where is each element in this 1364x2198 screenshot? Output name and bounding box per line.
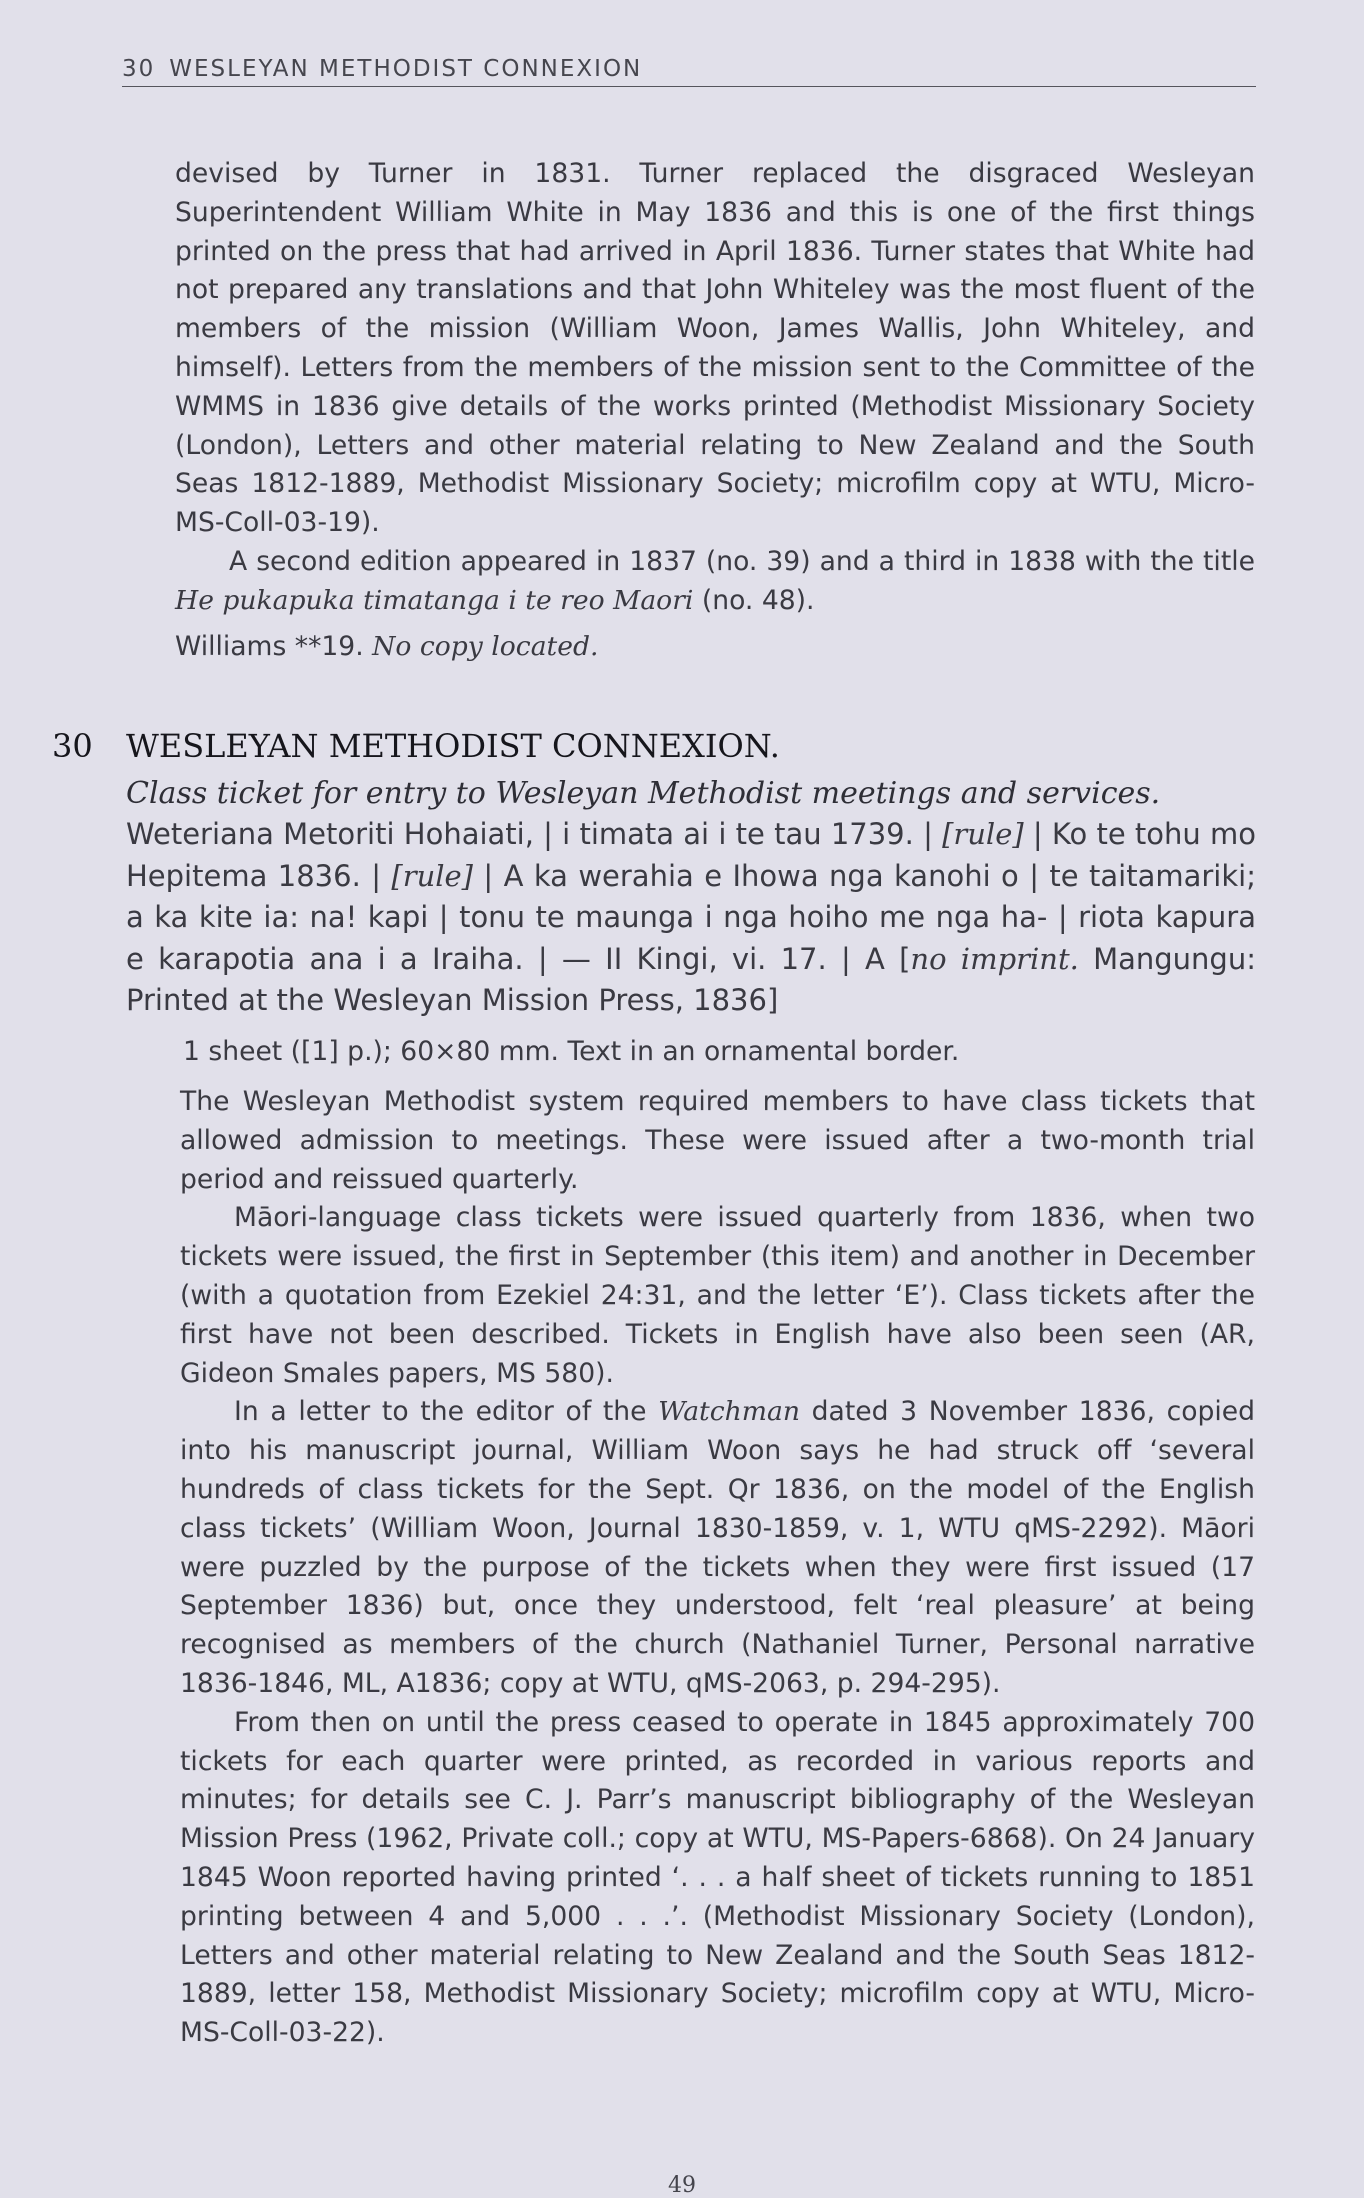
notes-paragraph: Māori-language class tickets were issued quarterly from 1836, when two tickets were issued, the first in September (this item) and another in December (with a quotation from Ezekiel 24:31, and the letter ‘E’). Class tickets after the first have not been described. Tickets in English have also been seen (AR, Gideon Smales papers, MS 580). bbox=[180, 1202, 1255, 1389]
running-head-page-number: 30 bbox=[122, 56, 156, 82]
notes-paragraph: The Wesleyan Methodist system required members to have class tickets that allowed admission to meetings. These were issued after a two-month trial period and reissued quarterly. bbox=[180, 1086, 1255, 1195]
previous-entry-notes bbox=[175, 155, 1255, 666]
no-copy-note: No copy located. bbox=[372, 630, 599, 662]
notes-text: dated 3 November 1836, copied into his manuscript journal, William Woon says he had struck off ‘several hundreds of class tickets for the Sept. Qr 1836, on the model of the English class tickets’ (William Woon, Journal 1830-1859, v. 1, WTU qMS-2292). Māori were puzzled by the purpose of the tickets when they were first issued (17 September 1836) but, once they understood, felt ‘real pleasure’ at being recognised as members of the church (Nathaniel Turner, Personal narrative 1836-1846, ML, A1836; copy at WTU, qMS-2063, p. 294-295). bbox=[180, 1396, 1255, 1699]
watchman-title-italic: Watchman bbox=[658, 1396, 800, 1428]
williams-reference bbox=[175, 628, 1255, 667]
notes-text: In a letter to the editor of the bbox=[234, 1396, 659, 1428]
entry-number: 30 bbox=[52, 727, 93, 765]
editions-text-suffix: (no. 48). bbox=[693, 584, 815, 616]
rule-marker: [rule] bbox=[391, 858, 473, 893]
physical-description-block bbox=[183, 1033, 1255, 1072]
ticket-transcription bbox=[126, 814, 1256, 1022]
notes-paragraph: From then on until the press ceased to operate in 1845 approximately 700 tickets for each quarter were printed, as recorded in various reports and minutes; for details see C. J. Parr’s manuscript bibliography of the Wesleyan Mission Press (1962, Private coll.; copy at WTU, MS-Papers-6868). On 24 January 1845 Woon reported having printed ‘. . . a half sheet of tickets running to 1851 printing between 4 and 5,000 . . .’. (Methodist Missionary Society (London), Letters and other material relating to New Zealand and the South Seas 1812-1889, letter 158, Methodist Missionary Society; microfilm copy at WTU, Micro-MS-Coll-03-22). bbox=[180, 1706, 1255, 2049]
transcription-part: Mangungu: Printed at the Wesleyan Mission Press, 1836] bbox=[126, 941, 1256, 1017]
williams-ref-text: Williams **19. bbox=[175, 630, 364, 662]
transcription-part: Weteriana Metoriti Hohaiati, | i timata ai i te tau 1739. | bbox=[126, 817, 943, 851]
entry-heading-text: WESLEYAN METHODIST CONNEXION. bbox=[126, 727, 780, 765]
running-head bbox=[122, 56, 642, 82]
transcription-part: | Ko te tohu mo Hepitema 1836. | bbox=[126, 817, 1256, 893]
running-head-rule bbox=[122, 86, 1256, 87]
entry-notes bbox=[180, 1083, 1255, 2053]
previous-entry-editions-paragraph bbox=[175, 543, 1255, 621]
previous-entry-paragraph: devised by Turner in 1831. Turner replaced the disgraced Wesleyan Superintendent William White in May 1836 and this is one of the first things printed on the press that had arrived in April 1836. Turner states that White had not prepared any translations and that John Whiteley was the most fluent of the members of the mission (William Woon, James Wallis, John Whiteley, and himself). Letters from the members of the mission sent to the Committee of the WMMS in 1836 give details of the works printed (Methodist Missionary Society (London), Letters and other material relating to New Zealand and the South Seas 1812-1889, Methodist Missionary Society; microfilm copy at WTU, Micro-MS-Coll-03-19). bbox=[175, 158, 1255, 539]
folio-page-number: 49 bbox=[668, 2173, 696, 2198]
rule-marker: [rule] bbox=[942, 817, 1024, 851]
descriptive-title: Class ticket for entry to Wesleyan Methodist meetings and services. bbox=[126, 776, 1161, 811]
transcription-part: | A ka werahia e Ihowa nga kanohi o | te taitamariki; a ka kite ia: na! kapi | tonu te maunga i nga hoiho me nga ha- | riota kapura e karapotia ana i a Iraiha. | — II Kingi, vi. 17. | A [ bbox=[126, 858, 1256, 976]
physical-description: 1 sheet ([1] p.); 60×80 mm. Text in an ornamental border. bbox=[183, 1036, 960, 1067]
notes-paragraph bbox=[180, 1393, 1255, 1703]
editions-title-italic: He pukapuka timatanga i te reo Maori bbox=[175, 584, 694, 616]
editions-text-prefix: A second edition appeared in 1837 (no. 39) and a third in 1838 with the title bbox=[229, 545, 1255, 577]
entry-title-block bbox=[126, 773, 1256, 1022]
running-head-title: WESLEYAN METHODIST CONNEXION bbox=[169, 56, 643, 82]
no-imprint-note: no imprint. bbox=[910, 941, 1079, 976]
entry-heading bbox=[52, 727, 780, 765]
